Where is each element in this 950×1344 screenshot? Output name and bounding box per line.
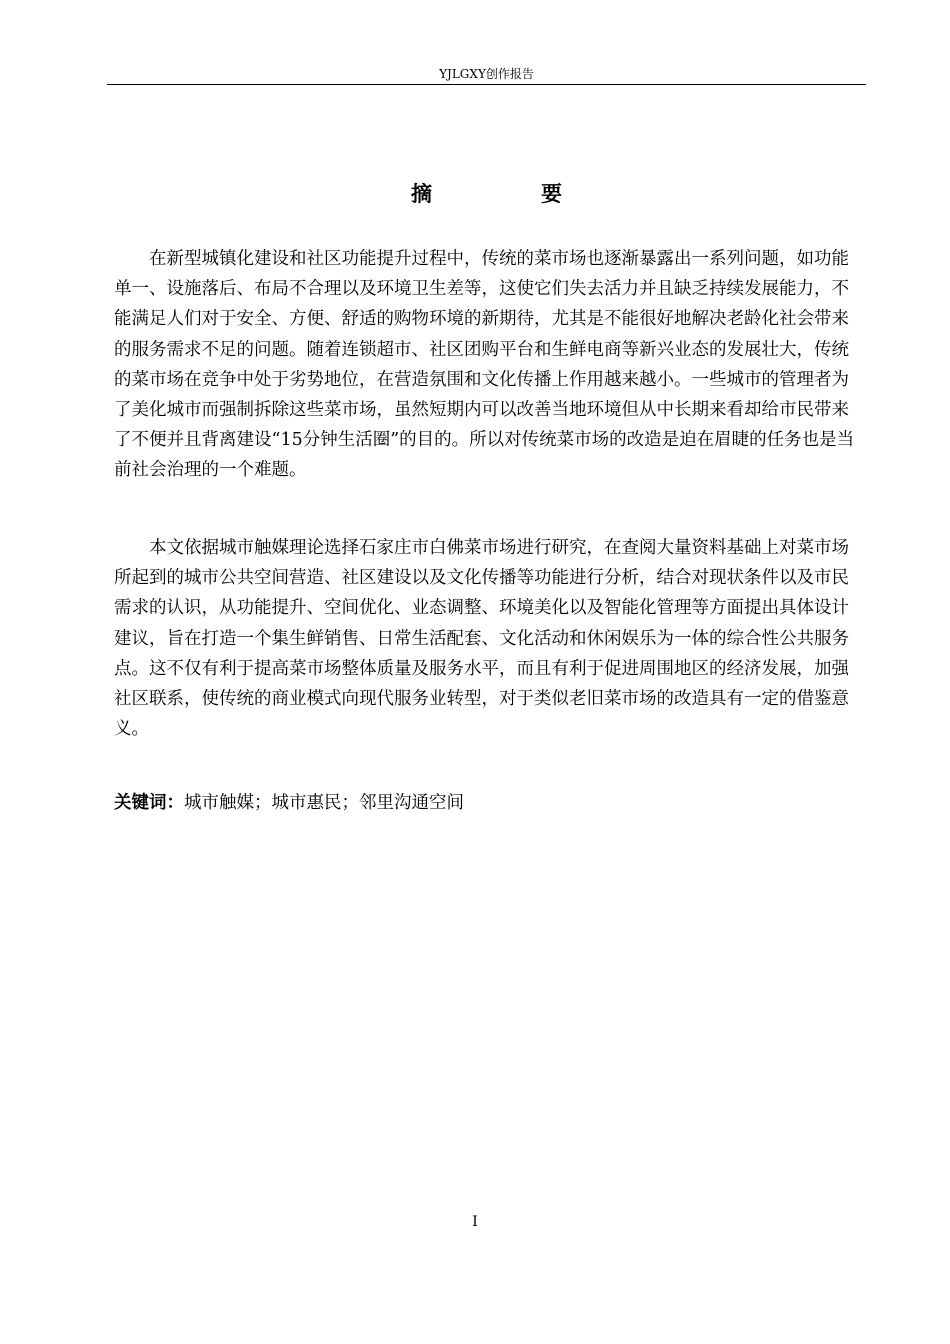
abstract-paragraph-2: 本文依据城市触媒理论选择石家庄市白佛菜市场进行研究，在查阅大量资料基础上对菜市场所起到的城市公共空间营造、社区建设以及文化传播等功能进行分析，结合对现状条件以及市民需求的认识，从功能提升、空间优化、业态调整、环境美化以及智能化管理等方面提出具体设计建议，旨在打造一个集生鲜销售、日常生活配套、文化活动和休闲娱乐为一体的综合性公共服务点。这不仅有利于提高菜市场整体质量及服务水平，而且有利于促进周围地区的经济发展，加强社区联系，使传统的商业模式向现代服务业转型，对于类似老旧菜市场的改造具有一定的借鉴意义。 [114,538,849,740]
keywords-line [114,788,860,818]
keywords-label: 关键词： [114,793,184,813]
page-header: YJLGXY创作报告 [439,67,534,81]
abstract-paragraph-1: 在新型城镇化建设和社区功能提升过程中，传统的菜市场也逐渐暴露出一系列问题，如功能单一、设施落后、布局不合理以及环境卫生差等，这使它们失去活力并且缺乏持续发展能力，不能满足人们对于安全、方便、舒适的购物环境的新期待，尤其是不能很好地解决老龄化社会带来的服务需求不足的问题。随着连锁超市、社区团购平台和生鲜电商等新兴业态的发展壮大，传统的菜市场在竞争中处于劣势地位，在营造氛围和文化传播上作用越来越小。一些城市的管理者为了美化城市而强制拆除这些菜市场，虽然短期内可以改善当地环境但从中长期来看却给市民带来了不便并且背离建设“15分钟生活圈”的目的。所以对传统菜市场的改造是迫在眉睫的任务也是当前社会治理的一个难题。 [114,249,855,481]
keywords-value: 城市触媒；城市惠民；邻里沟通空间 [184,793,464,813]
header-rule [107,84,866,85]
page-number: I [472,1214,478,1230]
abstract-title: 摘 要 [411,182,606,206]
